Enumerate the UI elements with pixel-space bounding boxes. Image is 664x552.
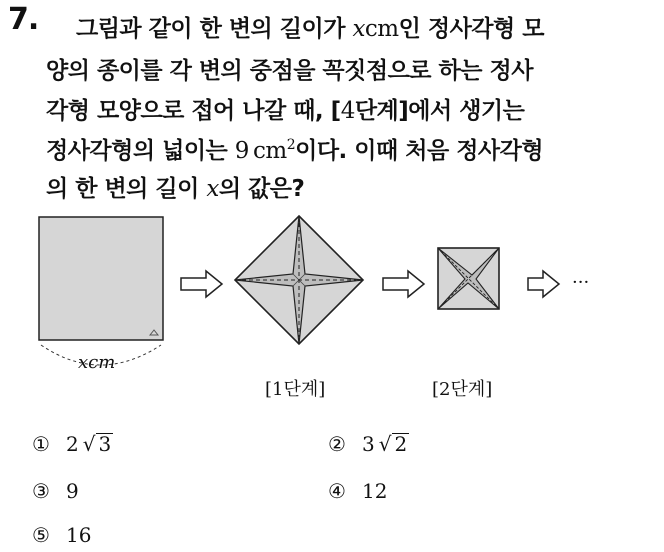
- choice-value: 9: [66, 479, 79, 503]
- question-text: 인 정사각형 모: [398, 16, 544, 42]
- sqrt-icon: √: [378, 432, 392, 456]
- choice-radicand: 3: [98, 432, 112, 456]
- question-text: 정사각형의 넓이는: [46, 138, 235, 164]
- choice-value: 12: [362, 479, 388, 503]
- question-line-5: [46, 170, 304, 203]
- question-text: 단계]에서 생기는: [354, 98, 525, 124]
- choice-1[interactable]: [32, 432, 113, 456]
- question-text: 양의 종이를 각 변의 중점을 꼭짓점으로 하는 정사: [46, 58, 533, 84]
- choice-number: ②: [328, 432, 346, 456]
- choice-value: 16: [66, 523, 92, 547]
- choice-coef: 2: [66, 432, 79, 456]
- arrow-right-icon: [383, 271, 424, 297]
- question-line-2: [46, 52, 533, 85]
- question-text: 그림과 같이 한 변의 길이가: [76, 16, 353, 42]
- question-line-3: [46, 92, 524, 125]
- choice-5[interactable]: [32, 523, 91, 547]
- stage-1-diamond: [235, 216, 363, 344]
- stage-2-square: [438, 248, 499, 309]
- step-number: 4: [340, 98, 355, 124]
- question-text: 의 값은?: [218, 176, 305, 202]
- stage-1-label: [1단계]: [265, 379, 326, 400]
- ellipsis: ···: [572, 272, 590, 293]
- choice-radicand: 2: [394, 432, 408, 456]
- question-line-1: [76, 10, 544, 43]
- folding-figure: [0, 205, 664, 405]
- area-value: 9: [234, 138, 249, 164]
- choice-number: ⑤: [32, 523, 50, 547]
- stage-2-label: [2단계]: [432, 379, 493, 400]
- choice-number: ③: [32, 479, 50, 503]
- initial-square: [39, 217, 163, 340]
- area-unit: cm: [253, 138, 287, 164]
- question-number: 7.: [8, 2, 39, 37]
- area-exponent: 2: [286, 137, 296, 153]
- choice-3[interactable]: [32, 479, 79, 503]
- math-unit: cm: [364, 16, 399, 42]
- arrow-right-icon: [528, 271, 559, 297]
- question-text: 의 한 변의 길이: [46, 176, 207, 202]
- math-variable: x: [352, 16, 365, 42]
- side-length-label: xcm: [78, 352, 116, 373]
- choice-coef: 3: [362, 432, 375, 456]
- question-text: 각형 모양으로 접어 나갈 때, [: [46, 98, 341, 124]
- arrow-right-icon: [181, 271, 222, 297]
- choice-number: ④: [328, 479, 346, 503]
- sqrt-icon: √: [82, 432, 96, 456]
- choice-number: ①: [32, 432, 50, 456]
- question-line-4: [46, 132, 543, 165]
- choice-4[interactable]: [328, 479, 387, 503]
- math-variable: x: [206, 176, 219, 202]
- choice-2[interactable]: [328, 432, 409, 456]
- question-text: 이다. 이때 처음 정사각형: [295, 138, 544, 164]
